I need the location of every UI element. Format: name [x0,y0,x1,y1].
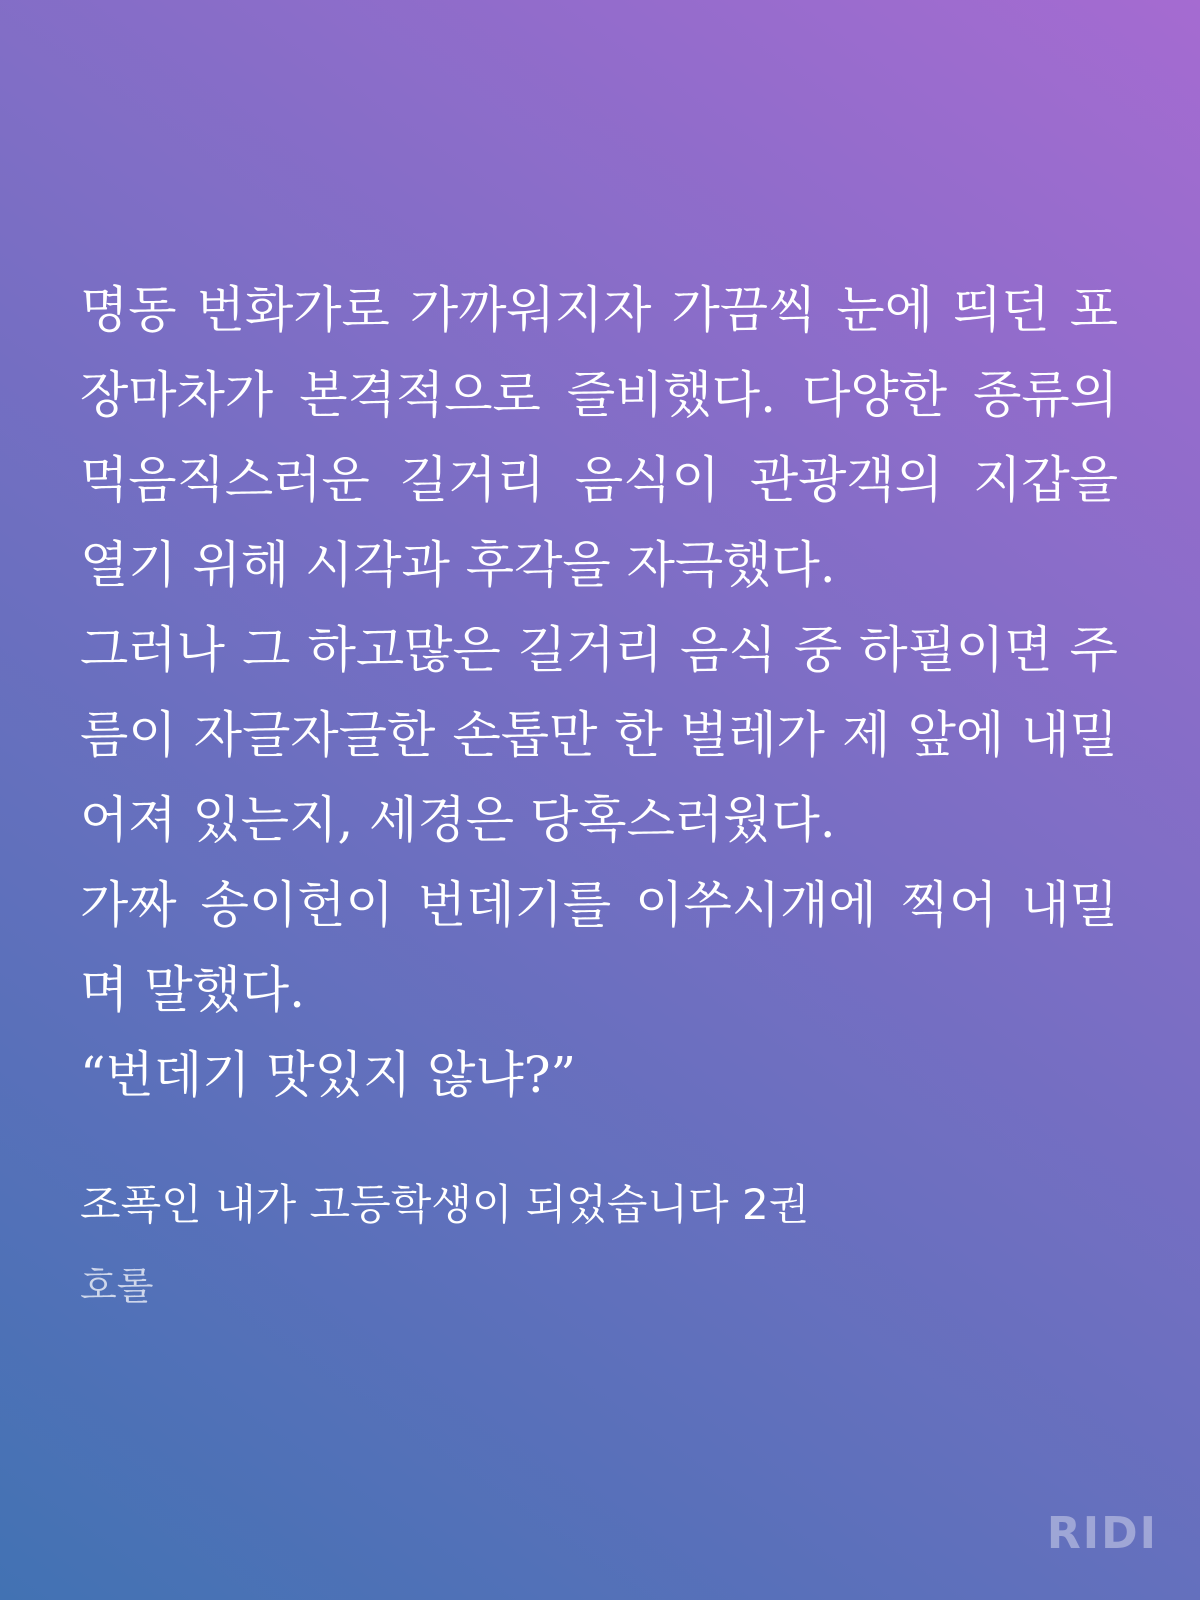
book-author: 호롤 [80,1264,154,1308]
quote-paragraph: 그러나 그 하고많은 길거리 음식 중 하필이면 주름이 자글자글한 손톱만 한 벌레가 제 앞에 내밀어져 있는지, 세경은 당혹스러웠다. [80,621,1118,849]
quote-paragraph: 가짜 송이헌이 번데기를 이쑤시개에 찍어 내밀며 말했다. [80,876,1118,1019]
quote-paragraph-dialogue: “번데기 맛있지 않냐?” [80,1046,577,1104]
quote-text [80,268,1118,1118]
ridi-logo: RIDI [1046,1508,1158,1559]
book-title: 조폭인 내가 고등학생이 되었습니다 2권 [80,1180,810,1229]
quote-paragraph: 명동 번화가로 가까워지자 가끔씩 눈에 띄던 포장마차가 본격적으로 즐비했다. 다양한 종류의 먹음직스러운 길거리 음식이 관광객의 지갑을 열기 위해 시각과 후각을 자극했다. [80,281,1118,594]
